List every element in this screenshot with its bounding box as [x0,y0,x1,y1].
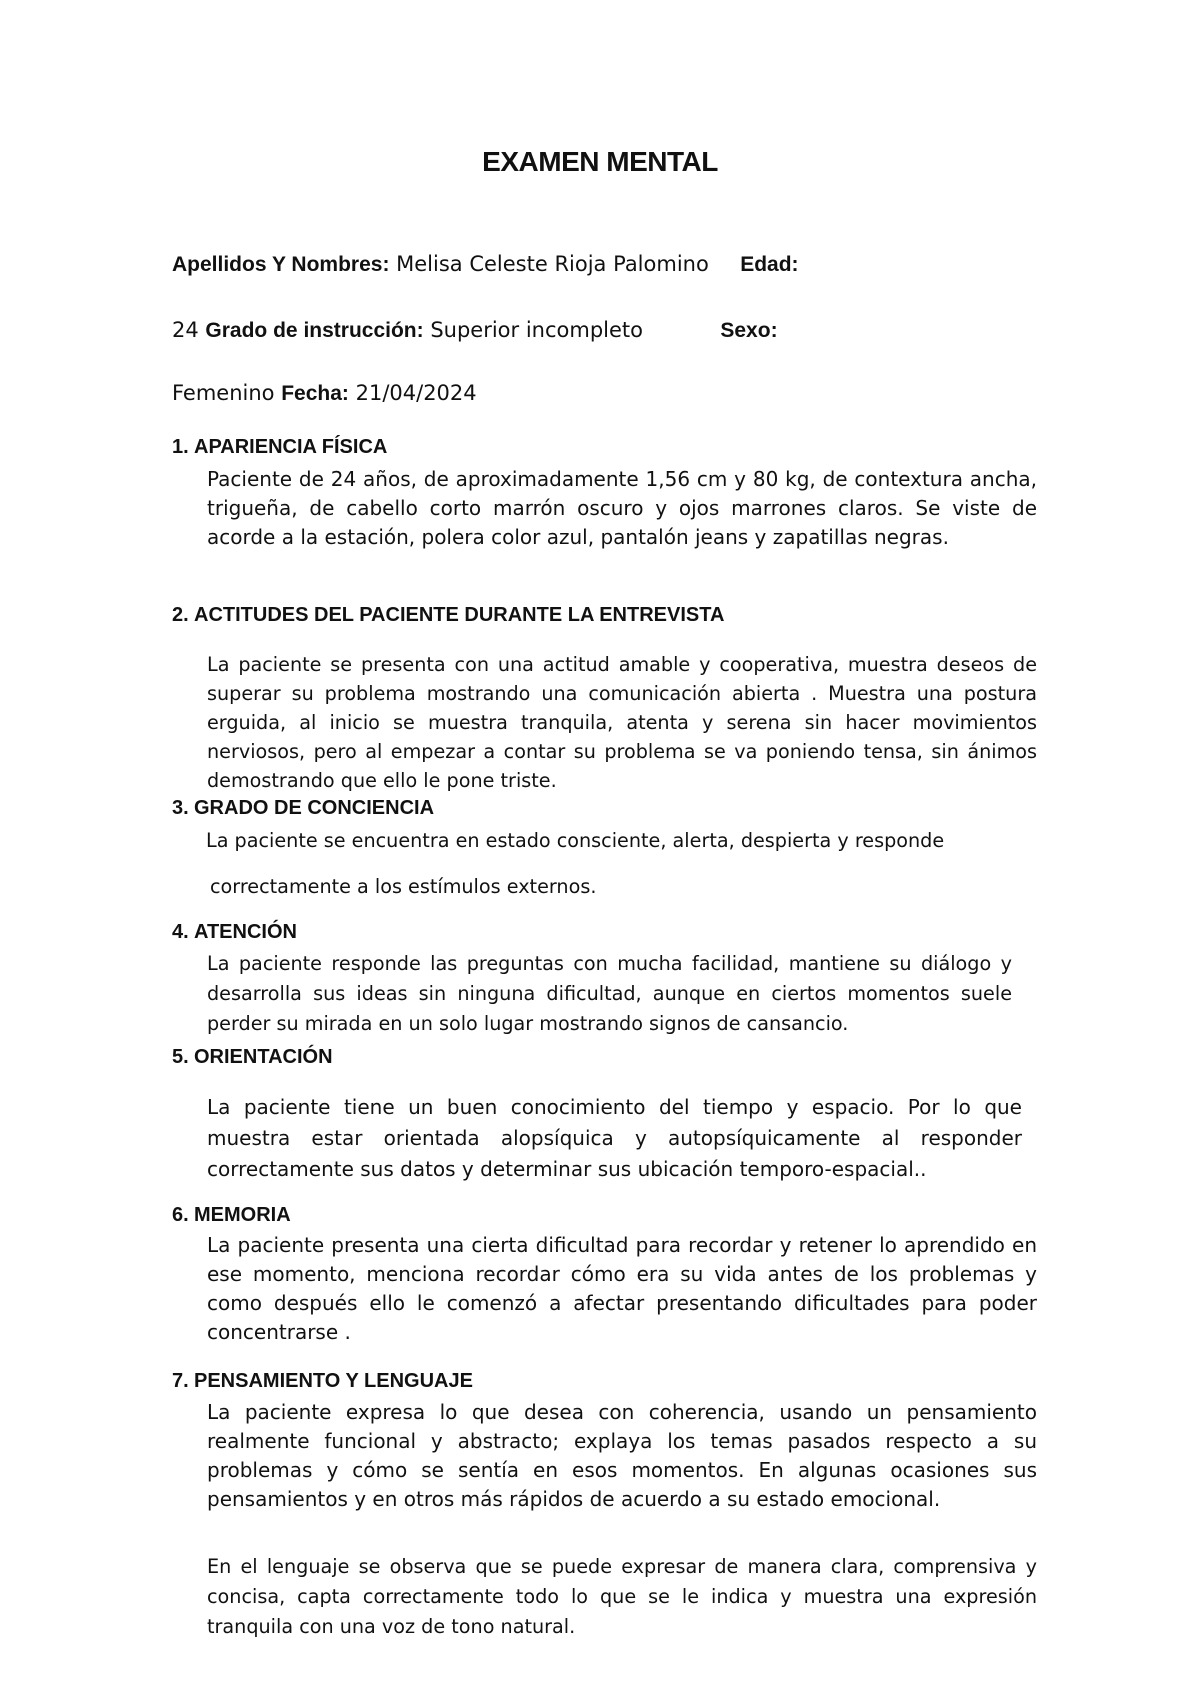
section-4-paragraph: La paciente responde las preguntas con mucha facilidad, mantiene su diálogo y desarrolla sus ideas sin ninguna dificultad, aunque en ciertos momentos suele perder su mirada en un solo lugar mostrando signos de cansancio. [207,952,1012,1035]
section-1-heading [172,436,387,459]
section-1-number: 1. [172,436,189,458]
document-title: EXAMEN MENTAL [482,146,718,177]
section-3-paragraph-2: correctamente a los estímulos externos. [210,875,597,898]
section-3-heading [172,797,434,820]
section-7-heading [172,1370,473,1393]
section-4-title: ATENCIÓN [194,921,297,943]
section-7-title: PENSAMIENTO Y LENGUAJE [194,1370,473,1392]
date-label: Fecha: [281,382,349,405]
age-label: Edad: [740,253,799,276]
section-7-paragraph-1: La paciente expresa lo que desea con coherencia, usando un pensamiento realmente funcional y abstracto; explaya los temas pasados respecto a su problemas y cómo se sentía en esos momentos. En algunas ocasiones sus pensamientos y en otros más rápidos de acuerdo a su estado emocional. [207,1400,1037,1511]
section-1-title: APARIENCIA FÍSICA [194,436,388,458]
sex-value: Femenino [172,381,275,405]
section-6-heading [172,1204,291,1227]
info-line-names [172,252,799,277]
names-label: Apellidos Y Nombres: [172,253,390,276]
section-5-title: ORIENTACIÓN [194,1046,333,1068]
age-value: 24 [172,318,199,342]
section-6-number: 6. [172,1204,189,1226]
section-7-number: 7. [172,1370,189,1392]
section-5-number: 5. [172,1046,189,1068]
section-5-heading [172,1046,333,1069]
section-5-paragraph: La paciente tiene un buen conocimiento del tiempo y espacio. Por lo que muestra estar orientada alopsíquica y autopsíquicamente al responder correctamente sus datos y determinar sus ubicación temporo-espacial.. [207,1095,1022,1181]
info-line-date [172,381,477,406]
section-3-number: 3. [172,797,189,819]
section-2-heading [172,604,724,627]
section-3-title: GRADO DE CONCIENCIA [194,797,435,819]
section-6-paragraph: La paciente presenta una cierta dificultad para recordar y retener lo aprendido en ese momento, menciona recordar cómo era su vida antes de los problemas y como después ello le comenzó a afectar presentando dificultades para poder concentrarse . [207,1233,1037,1344]
info-line-education [172,318,778,343]
section-3-paragraph-1: La paciente se encuentra en estado consciente, alerta, despierta y responde [206,829,945,852]
sex-label: Sexo: [720,319,778,342]
section-1-paragraph: Paciente de 24 años, de aproximadamente 1,56 cm y 80 kg, de contextura ancha, trigueña, de cabello corto marrón oscuro y ojos marrones claros. Se viste de acorde a la estación, polera color azul, pantalón jeans y zapatillas negras. [207,467,1037,549]
education-value: Superior incompleto [430,318,643,342]
section-6-title: MEMORIA [194,1204,291,1226]
section-4-number: 4. [172,921,189,943]
section-2-paragraph: La paciente se presenta con una actitud amable y cooperativa, muestra deseos de superar su problema mostrando una comunicación abierta . Muestra una postura erguida, al inicio se muestra tranquila, atenta y serena sin hacer movimientos nerviosos, pero al empezar a contar su problema se va poniendo tensa, sin ánimos demostrando que ello le pone triste. [207,653,1037,792]
section-7-paragraph-2: En el lenguaje se observa que se puede expresar de manera clara, comprensiva y concisa, capta correctamente todo lo que se le indica y muestra una expresión tranquila con una voz de tono natural. [207,1555,1037,1638]
education-label: Grado de instrucción: [205,319,424,342]
section-2-title: ACTITUDES DEL PACIENTE DURANTE LA ENTREVISTA [194,604,725,626]
section-2-number: 2. [172,604,189,626]
names-value: Melisa Celeste Rioja Palomino [396,252,709,276]
date-value: 21/04/2024 [355,381,477,405]
section-4-heading [172,921,297,944]
